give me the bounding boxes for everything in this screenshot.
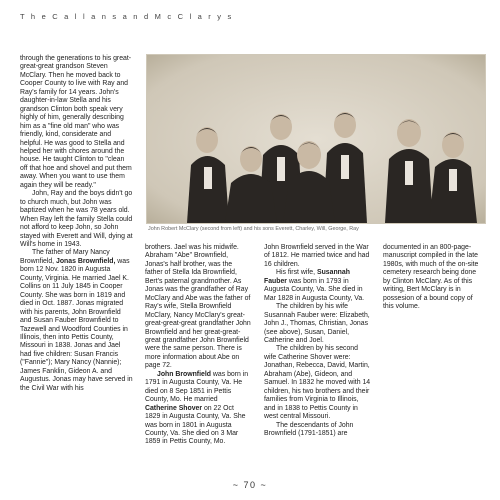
paragraph <box>145 371 251 447</box>
paragraph: The children by his second wife Catherine Shover were: Jonathan, Rebecca, David, Martin, Abraham (Abe), Gideon, and Samuel. In 1832 he moved with 14 children, his two brothers and their families from Virginia to Illinois, and in 1838 to Pettis County in west central Missouri. <box>264 345 371 421</box>
bold-name: Jonas Brownfield, <box>56 257 116 265</box>
photo-caption: John Robert McClary (second from left) and his sons Everett, Charley, Will, George, Ray <box>148 226 359 232</box>
running-header: T h e C a l l a n s a n d M c C l a r y s <box>20 12 234 21</box>
paragraph: through the generations to his great-great-great grandson Steven McClary. Then he moved back to Cooper County to live with Ray and Ray's family for 14 years. John's daughter-in-law Stella and his grandson Clinton both speak very highly of him, generally describing him as a "fine old man" who was friendly, kind, considerate and helpful. He was good to Stella and helped her with chores around the house. He taught Clinton to "clean off that hoe and shovel and put them away. When you want to use them again they will be ready." <box>20 55 132 189</box>
paragraph: documented in an 800-page-manuscript compiled in the late 1980s, with much of the on-site cemetery research being done by Clinton McClary. As of this writing, Bert McClary is in possesion of a bound copy of this volume. <box>383 244 479 311</box>
bold-name: Catherine Shover <box>145 404 203 412</box>
text-column-4 <box>383 244 483 312</box>
photo-illustration <box>147 55 485 223</box>
text-run: His first wife, <box>276 269 317 277</box>
text-run: The father of Mary Nancy Brownfield, <box>20 249 110 265</box>
paragraph: The descendants of John Brownfield (1791-1851) are <box>264 421 354 437</box>
text-run: was born in 1791 in Augusta County, Va. He died on 8 Sep 1851 in Pettis County, Mo. He married <box>145 370 249 404</box>
bold-name: John Brownfield <box>157 370 211 378</box>
paragraph: John Brownfield served in the War of 1812. He married twice and had 16 children. <box>264 244 370 268</box>
paragraph: John, Ray and the boys didn't go to church much, but John was baptized when he was 78 years old. When Ray left the family Stella could not afford to keep John, so John stayed with Everett and Will, dying at Will's home in 1943. <box>20 190 133 248</box>
paragraph: The children by his wife Susannah Fauber were: Elizabeth, John J., Thomas, Christian, Jonas (see above), Susan, Daniel, Catherine and Joel. <box>264 303 370 344</box>
bold-name: Susannah Fauber <box>264 269 350 285</box>
family-photo <box>146 54 486 224</box>
paragraph <box>20 249 133 393</box>
text-run: was born 12 Nov. 1820 in Augusta County, Virginia. He married Jael K. Collins on 11 July 1845 in Cooper County. She was born in 1819 and died in Oct. 1887. Jonas migrated with his parents, John Brownfield and Susan Fauber Brownfield to Tazewell and Woodford Counties in Illinois, then into Pettis County, Missouri in 1838. Jonas and Jael had five children: Susan Francis ("Fannie"); Mary Nancy (Nannie); James Fanklin, Gideon A. and Augustus. Jonas may have served in the Civil War with his <box>20 257 133 392</box>
page-number: ~ 70 ~ <box>232 480 268 490</box>
text-column-2 <box>145 244 251 447</box>
text-column-1 <box>20 55 133 393</box>
text-column-3 <box>264 244 371 438</box>
paragraph: brothers. Jael was his midwife. Abraham "Abe" Brownfield, Jonas's half brother, was the father of Stella Ida Brownfield, Bert's paternal grandmother. As Jonas was the grandfather of Ray McClary and Abe was the father of Ray's wife, Stella Brownfield McClary, Nancy McClary's great-great-great-great grandfather John Brownfield and her great-great-great grandfather John Brownfield were the same person. There is more information about Abe on page 72. <box>145 244 251 370</box>
text-run: was born in 1793 in Augusta County, Va. She died in Mar 1828 in Augusta County, Va. <box>264 277 365 302</box>
text-run: on 22 Oct 1829 in Augusta County, Va. She was born in 1801 in Augusta County, Va. She died on 3 Mar 1859 in Pettis County, Mo. <box>145 404 246 446</box>
paragraph <box>264 269 371 303</box>
